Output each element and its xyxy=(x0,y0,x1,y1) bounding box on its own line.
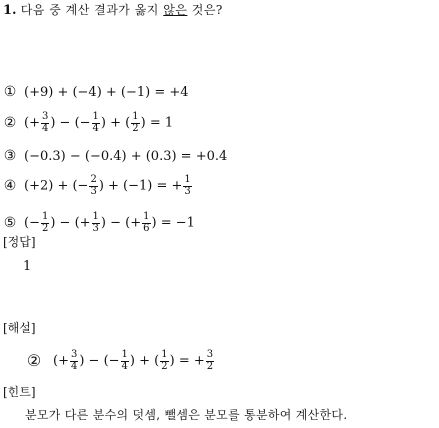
fraction xyxy=(41,212,49,234)
fraction-numerator: 1 xyxy=(92,211,99,222)
expr-text: ) = 1 xyxy=(140,115,174,131)
expr-text: ) − (− xyxy=(50,115,91,131)
question-number: 1. xyxy=(3,3,17,18)
fraction-denominator: 2 xyxy=(41,222,49,234)
expr-text: ) − (+ xyxy=(50,215,91,231)
fraction-numerator: 3 xyxy=(206,349,214,360)
fraction-numerator: 1 xyxy=(161,349,168,360)
expr-text: (− xyxy=(24,215,40,231)
fraction xyxy=(142,212,150,234)
explanation-marker: ② xyxy=(26,351,42,370)
fraction xyxy=(131,112,139,134)
expr-text: ) + (−1) = + xyxy=(98,178,183,194)
fraction-denominator: 2 xyxy=(206,360,214,372)
fraction-denominator: 4 xyxy=(41,122,49,134)
fraction xyxy=(160,350,168,372)
fraction-numerator: 2 xyxy=(90,174,97,185)
fraction-denominator: 3 xyxy=(92,222,99,234)
fraction xyxy=(92,212,100,234)
expr-text: (+ xyxy=(24,115,40,131)
hint-text: 분모가 다른 분수의 덧셈, 뺄셈은 분모를 통분하여 계산한다. xyxy=(25,408,348,422)
fraction-denominator: 4 xyxy=(70,360,78,372)
expr-text: (−0.3) − (−0.4) + (0.3) = +0.4 xyxy=(24,148,228,164)
fraction xyxy=(70,350,78,372)
fraction-denominator: 4 xyxy=(121,360,128,372)
fraction-denominator: 3 xyxy=(90,185,97,197)
fraction-denominator: 4 xyxy=(92,122,99,134)
fraction-numerator: 1 xyxy=(132,111,139,122)
choice-expression xyxy=(24,175,193,197)
choice-item xyxy=(2,108,173,138)
fraction-numerator: 1 xyxy=(121,349,128,360)
choice-marker: ③ xyxy=(3,148,17,164)
fraction-denominator: 2 xyxy=(132,122,139,134)
expr-text: (+ xyxy=(53,353,69,369)
expr-text: (+9) + (−4) + (−1) = +4 xyxy=(24,84,189,100)
explanation-row xyxy=(23,343,215,379)
choice-marker: ② xyxy=(3,115,17,131)
choice-item xyxy=(2,171,193,201)
fraction-numerator: 1 xyxy=(92,111,99,122)
fraction xyxy=(183,175,191,197)
answer-label: [정답] xyxy=(3,235,36,249)
fraction-denominator: 3 xyxy=(184,185,191,197)
explanation-label: [해설] xyxy=(3,321,36,335)
expr-text: ) + ( xyxy=(129,353,160,369)
expr-text: ) = + xyxy=(169,353,205,369)
choice-item xyxy=(2,77,189,107)
fraction-numerator: 1 xyxy=(184,174,191,185)
expr-text: ) = −1 xyxy=(151,215,195,231)
choice-item xyxy=(2,208,195,238)
choice-marker: ① xyxy=(3,84,17,100)
expr-text: ) + ( xyxy=(100,115,131,131)
fraction xyxy=(121,350,129,372)
fraction xyxy=(92,112,100,134)
question-text-before: 다음 중 계산 결과가 옳지 xyxy=(20,3,164,17)
fraction-numerator: 1 xyxy=(41,211,49,222)
choice-expression xyxy=(24,212,195,234)
fraction-denominator: 6 xyxy=(143,222,150,234)
fraction xyxy=(41,112,49,134)
explanation-expression xyxy=(53,350,215,372)
question-text-after: 것은? xyxy=(187,3,223,17)
question-stem xyxy=(3,4,223,17)
choice-marker: ④ xyxy=(3,178,17,194)
choice-expression xyxy=(24,112,173,134)
expr-text: ) − (+ xyxy=(100,215,142,231)
fraction-denominator: 2 xyxy=(161,360,168,372)
answer-value: 1 xyxy=(23,259,32,274)
fraction xyxy=(206,350,214,372)
choice-marker: ⑤ xyxy=(3,215,17,231)
question-text-underlined: 않은 xyxy=(163,3,188,17)
fraction-numerator: 3 xyxy=(70,349,78,360)
question-text xyxy=(21,3,223,17)
fraction-numerator: 3 xyxy=(41,111,49,122)
expr-text: ) − (− xyxy=(79,353,120,369)
fraction-numerator: 1 xyxy=(143,211,150,222)
choice-expression xyxy=(24,150,227,163)
choice-expression xyxy=(24,86,189,99)
choice-item xyxy=(2,141,227,171)
hint-label: [힌트] xyxy=(3,385,36,399)
expr-text: (+2) + (− xyxy=(24,178,89,194)
fraction xyxy=(89,175,97,197)
